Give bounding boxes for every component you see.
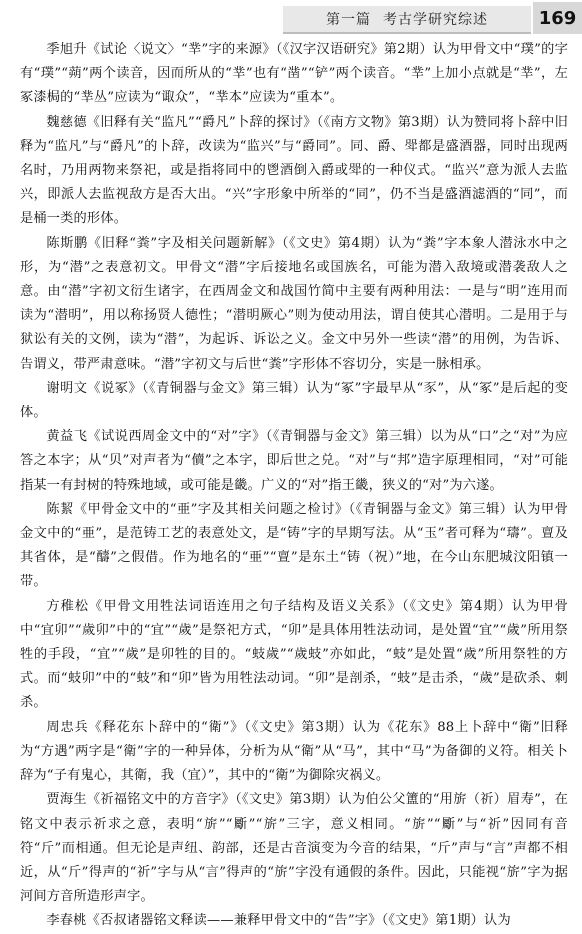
paragraph-wei-cide: 魏慈德《旧释有关“监凡”“爵凡”卜辞的探讨》（《南方文物》第3期）认为赞同将卜辞中旧释为“监凡”与“爵凡”的卜辞，改读为“监兴”与“爵同”。同、爵、斝都是盛酒器，同时出现两名时，乃用两物来祭祀，或是指将同中的鬯酒倒入爵或斝的一种仪式。“监兴”意为派人去监兴，即派人去监视敌方是否大出。“兴”字形象中所举的“同”，仍不当是盛酒滤酒的“同”，而是桶一类的形体。: [20, 114, 568, 227]
paragraph-ji-xusheng: 季旭升《试论〈说文〉“丵”字的来源》（《汉字汉语研究》第2期）认为甲骨文中“璞”的字有“璞”“蒴”两个读音，因而所从的“丵”也有“凿”“铲”两个读音。“丵”上加小点就是“丵”，左冢漆梮的“丵丛”应读为“诹众”，“丵本”应读为“重本”。: [20, 42, 568, 106]
part-label: 第一篇: [326, 12, 371, 28]
paragraph-zhou-zhongbing: 周忠兵《释花东卜辞中的“衛”》（《文史》第3期）认为《花东》88上卜辞中“衛”旧释为“方遇”两字是“衛”字的一种异体，分析为从“衛”从“马”，其中“马”为备御的义符。相关卜辞为“子有鬼心，其衛，我（宜）”，其中的“衛”为御除灾祸义。: [20, 719, 568, 784]
paragraph-huang-yifei: 黄益飞《试说西周金文中的“对”字》（《青铜器与金文》第三辑）以为从“口”之“对”为应答之本字；从“贝”对声者为“儥”之本字，即后世之兑。“对”与“邦”造字原理相同，“对”可能指某一有封树的特殊地域，或可能是畿。广义的“对”指王畿，狭义的“对”为六遂。: [20, 429, 568, 493]
page-number: 169: [533, 2, 582, 34]
paragraph-fang-zhisong: 方稚松《甲骨文用牲法词语连用之句子结构及语义关系》（《文史》第4期）认为甲骨中“宜卯”“歲卯”中的“宜”“歲”是祭祀方式，“卯”是具体用牲法动词，是处置“宜”“歲”所用祭牲的手段，“宜”“歲”是卯牲的目的。“蚑歲”“歲蚑”亦如此，“蚑”是处置“歲”所用祭牲的方式。而“蚑卯”中的“蚑”和“卯”皆为用牲法动词。“卯”是剖杀，“蚑”是击杀，“歲”是砍杀、刺杀。: [20, 598, 568, 711]
paragraph-chen-sipeng: 陈斯鹏《旧释“粪”字及相关问题新解》（《文史》第4期）认为“粪”字本象人潜泳水中之形，为“潜”之表意初文。甲骨文“潜”字后接地名或国族名，可能为潜入敌境或潜袭敌人之意。由“潜”字初文衍生诸字，在西周金文和战国竹简中主要有两种用法：一是与“明”连用而读为“潜明”，用以称扬贤人德性；“潜明厥心”则为使动用法，谓自使其心潜明。二是用于与狱讼有关的文例，读为“潜”，为起诉、诉讼之义。金文中另外一些读“潜”的用例，为告诉、告谓义，带严肃意味。“潜”字初文与后世“粪”字形体不容切分，实是一脉相承。: [20, 235, 568, 372]
paragraph-li-chuntao: 李春桃《否叔诸器铭文释读——兼释甲骨文中的“告”字》（《文史》第1期）认为: [46, 913, 511, 929]
paragraph-xie-mingwen: 谢明文《说冢》（《青铜器与金文》第三辑）认为“冢”字最早从“豕”，从“冢”是后起的变体。: [20, 380, 568, 421]
paragraph-chen-jie: 陈絜《甲骨金文中的“亜”字及其相关问题之检讨》（《青铜器与金文》第三辑）认为甲骨金文中的“亜”，是范铸工艺的表意处文，是“铸”字的早期写法。从“玉”者可释为“璹”。亶及其省体，是“醻”之假借。作为地名的“亜”“亶”是东土“铸（祝）”地，在今山东肥城汶阳镇一带。: [20, 501, 568, 590]
page-header: [0, 0, 582, 36]
chapter-title: 考古学研究综述: [383, 12, 488, 28]
article-body: [20, 38, 568, 929]
running-header: [283, 6, 531, 34]
paragraph-jia-haisheng: 贾海生《祈福铭文中的方音字》（《文史》第3期）认为伯公父簠的“用旂（祈）眉寿”，在铭文中表示祈求之意，表明“旂”“斸”“旂”三字，意义相同。“旂”“斸”与“祈”因同有音符“斤”而相通。但无论是声纽、韵部，还是古音演变为今音的结果，“斤”声与“言”声都不相近，从“斤”得声的“祈”字与从“言”得声的“旂”字没有通假的条件。因此，只能视“旂”字为据河间方音所造形声字。: [20, 792, 568, 905]
